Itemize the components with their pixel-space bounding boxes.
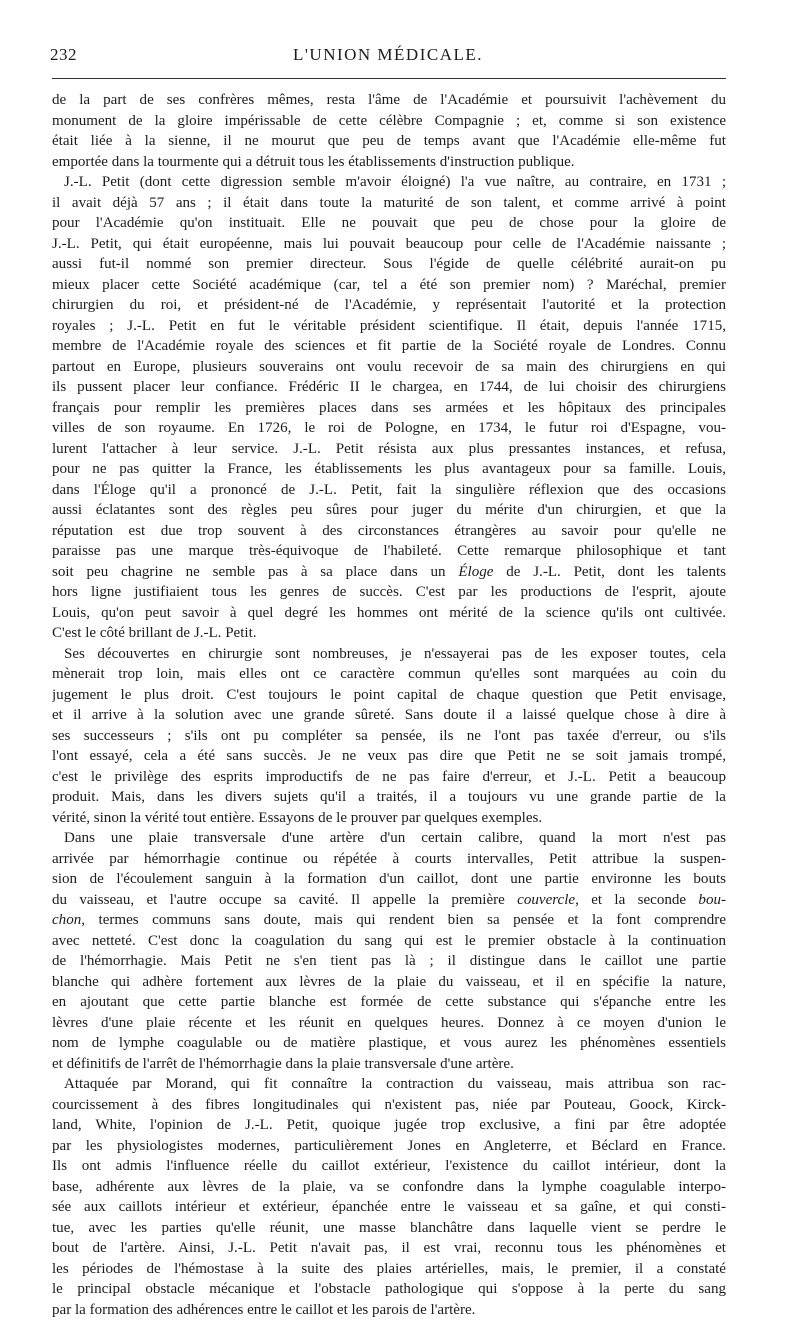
text-line: Ses découvertes en chirurgie sont nombreuses, je n'essayerai pas de les exposer toutes, cela bbox=[52, 644, 726, 665]
text-line: de l'hémorrhagie. Mais Petit ne s'en tient pas là ; il distingue dans le caillot une partie bbox=[52, 951, 726, 972]
text-line: paraisse pas une marque très-équivoque de l'habileté. Cette remarque philosophique et tant bbox=[52, 541, 726, 562]
text-line: bout de l'artère. Ainsi, J.-L. Petit n'avait pas, il est vrai, reconnu tous les phénomènes et bbox=[52, 1238, 726, 1259]
header-rule bbox=[52, 78, 726, 79]
text-line: par la formation des adhérences entre le caillot et les parois de l'artère. bbox=[52, 1300, 726, 1320]
text-line: lèvres d'une plaie récente et les réunit en quelques heures. Donnez à ce moyen d'union le bbox=[52, 1013, 726, 1034]
text-line: partout en Europe, plusieurs souverains ont voulu recevoir de sa main des chirurgiens en qui bbox=[52, 357, 726, 378]
text-line: base, adhérente aux lèvres de la plaie, va se confondre dans la lymphe coagulable interpo- bbox=[52, 1177, 726, 1198]
text-line: Louis, qu'on peut savoir à quel degré les hommes ont mérité de la science qu'ils ont cultivée. bbox=[52, 603, 726, 624]
text-line: aussi éclatantes sont des règles peu sûres pour juger du mérite d'un chirurgien, et que la bbox=[52, 500, 726, 521]
text-line: tue, avec les parties qu'elle réunit, une masse blanchâtre dans laquelle vient se perdre le bbox=[52, 1218, 726, 1239]
text-line: land, White, l'opinion de J.-L. Petit, quoique jugée trop exclusive, a fini par être adoptée bbox=[52, 1115, 726, 1136]
text-line: jugement le plus droit. C'est toujours le point capital de chaque question que Petit envisage, bbox=[52, 685, 726, 706]
text-line: royales ; J.-L. Petit en fut le véritable président scientifique. Il était, depuis l'année 1715, bbox=[52, 316, 726, 337]
text-line: par les physiologistes modernes, particulièrement Jones en Angleterre, et Béclard en France. bbox=[52, 1136, 726, 1157]
text-line: réputation est due trop souvent à des circonstances étrangères au savoir pour qu'elle ne bbox=[52, 521, 726, 542]
text-line: dans l'Éloge qu'il a prononcé de J.-L. Petit, fait la singulière réflexion que des occasions bbox=[52, 480, 726, 501]
text-line: sée aux caillots intérieur et extérieur, épanchée entre le vaisseau et sa gaîne, et qui consti- bbox=[52, 1197, 726, 1218]
text-line: il avait déjà 57 ans ; il était dans toute la maturité de son talent, et comme arrivé à point bbox=[52, 193, 726, 214]
text-line: Attaquée par Morand, qui fit connaître la contraction du vaisseau, mais attribua son rac- bbox=[52, 1074, 726, 1095]
page-number: 232 bbox=[50, 45, 77, 65]
text-line: français pour remplir les premières places dans ses armées et les hôpitaux des principales bbox=[52, 398, 726, 419]
text-line: pour l'Académie qu'on instituait. Elle ne pouvait que peu de chose pour la gloire de bbox=[52, 213, 726, 234]
text-line: chirurgien du roi, et président-né de l'Académie, y représentait l'autorité et la protection bbox=[52, 295, 726, 316]
text-line: hors ligne justifiaient tous les genres de succès. C'est par les productions de l'esprit, ajoute bbox=[52, 582, 726, 603]
text-line: arrivée par hémorrhagie continue ou répétée à courts intervalles, Petit attribue la suspen- bbox=[52, 849, 726, 870]
text-line: lurent l'attacher à leur service. J.-L. Petit résista aux plus pressantes instances, et refusa, bbox=[52, 439, 726, 460]
text-line: et il arrive à la solution avec une grande sûreté. Sans doute il a laissé quelque chose à dire à bbox=[52, 705, 726, 726]
page-header bbox=[50, 45, 726, 73]
text-line: et définitifs de l'arrêt de l'hémorrhagie dans la plaie transversale d'une artère. bbox=[52, 1054, 726, 1075]
text-line: J.-L. Petit, qui était européenne, mais lui pouvait beaucoup pour celle de l'Académie naissante ; bbox=[52, 234, 726, 255]
text-line: blanche qui adhère fortement aux lèvres de la plaie du vaisseau, et il en spécifie la nature, bbox=[52, 972, 726, 993]
text-line: monument de la gloire impérissable de cette célèbre Compagnie ; et, comme si son existence bbox=[52, 111, 726, 132]
text-line: nom de lymphe coagulable ou de matière plastique, et vous aurez les phénomènes essentiels bbox=[52, 1033, 726, 1054]
text-line: produit. Mais, dans les divers sujets qu'il a traités, il a toujours vu une grande partie de la bbox=[52, 787, 726, 808]
text-line: aussi fut-il nommé son premier directeur. Sous l'égide de quelle célébrité aurait-on pu bbox=[52, 254, 726, 275]
text-line: Ils ont admis l'influence réelle du caillot extérieur, l'existence du caillot intérieur, dont la bbox=[52, 1156, 726, 1177]
text-line: ses successeurs ; s'ils ont pu compléter sa pensée, ils ne l'ont pas taxée d'erreur, ou s'ils bbox=[52, 726, 726, 747]
text-line: l'ont essayé, cela a été sans succès. Je ne veux pas dire que Petit ne se soit jamais trompé, bbox=[52, 746, 726, 767]
text-line: emportée dans la tourmente qui a détruit tous les établissements d'instruction publique. bbox=[52, 152, 726, 173]
running-head: L'UNION MÉDICALE. bbox=[50, 45, 726, 65]
text-line: du vaisseau, et l'autre occupe sa cavité. Il appelle la première couvercle, et la seconde bou- bbox=[52, 890, 726, 911]
text-line: les périodes de l'hémostase à la suite des plaies artérielles, mais, le premier, il a constaté bbox=[52, 1259, 726, 1280]
text-line: mieux placer cette Société académique (car, tel a été son premier nom) ? Maréchal, premier bbox=[52, 275, 726, 296]
text-line: soit peu chagrine ne semble pas à sa place dans un Éloge de J.-L. Petit, dont les talents bbox=[52, 562, 726, 583]
text-line: vérité, sinon la vérité tout entière. Essayons de le prouver par quelques exemples. bbox=[52, 808, 726, 829]
text-line: mènerait trop loin, mais elles ont ce caractère commun qu'elles sont marquées au coin du bbox=[52, 664, 726, 685]
body-text bbox=[52, 90, 726, 1320]
text-line: J.-L. Petit (dont cette digression semble m'avoir éloigné) l'a vue naître, au contraire, en 1731 ; bbox=[52, 172, 726, 193]
text-line: de la part de ses confrères mêmes, resta l'âme de l'Académie et poursuivit l'achèvement du bbox=[52, 90, 726, 111]
text-line: membre de l'Académie royale des sciences et fit partie de la Société royale de Londres. Connu bbox=[52, 336, 726, 357]
text-line: villes de son royaume. En 1726, le roi de Pologne, en 1734, le futur roi d'Espagne, vou- bbox=[52, 418, 726, 439]
text-line: C'est le côté brillant de J.-L. Petit. bbox=[52, 623, 726, 644]
text-line: pour ne pas quitter la France, les établissements les plus avantageux pour sa famille. Louis, bbox=[52, 459, 726, 480]
text-line: c'est le privilège des esprits improductifs de ne pas faire d'erreur, et J.-L. Petit a beaucoup bbox=[52, 767, 726, 788]
text-line: ils pussent placer leur confiance. Frédéric II le chargea, en 1744, de lui choisir des chirurgiens bbox=[52, 377, 726, 398]
text-line: Dans une plaie transversale d'une artère d'un certain calibre, quand la mort n'est pas bbox=[52, 828, 726, 849]
text-line: avec netteté. C'est donc la coagulation du sang qui est le premier obstacle à la continuation bbox=[52, 931, 726, 952]
text-line: en ajoutant que cette partie blanche est formée de cette substance qui s'épanche entre les bbox=[52, 992, 726, 1013]
text-line: courcissement à des fibres longitudinales qui n'existent pas, niée par Pouteau, Goock, Kirck- bbox=[52, 1095, 726, 1116]
text-line: chon, termes communs sans doute, mais qui rendent bien sa pensée et la font comprendre bbox=[52, 910, 726, 931]
text-line: sion de l'écoulement sanguin à la formation d'un caillot, dont une partie environne les bouts bbox=[52, 869, 726, 890]
text-line: était liée à la sienne, il ne mourut que peu de temps avant que l'Académie elle-même fut bbox=[52, 131, 726, 152]
text-line: le principal obstacle mécanique et l'obstacle pathologique qui s'oppose à la perte du sang bbox=[52, 1279, 726, 1300]
